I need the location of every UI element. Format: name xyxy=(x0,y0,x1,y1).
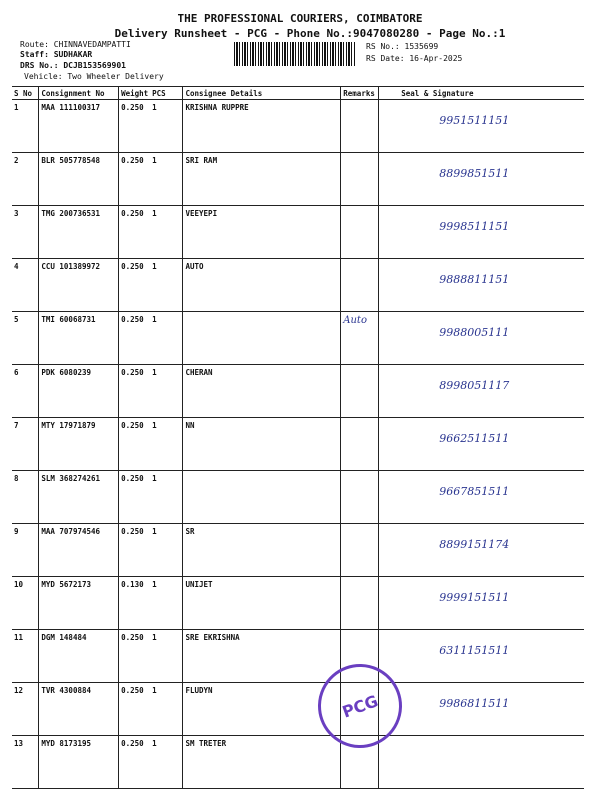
row-pcs: 1 xyxy=(150,736,183,789)
row-remark xyxy=(341,365,379,418)
row-weight: 0.250 xyxy=(119,259,151,312)
row-weight: 0.250 xyxy=(119,365,151,418)
drs-number: DRS No.: DCJB153569901 xyxy=(20,61,126,70)
row-consignee xyxy=(183,471,341,524)
row-remark xyxy=(341,577,379,630)
row-consignment: TMG 200736531 xyxy=(39,206,119,259)
row-signature: 9667851511 xyxy=(379,471,584,524)
col-weight: Weight xyxy=(119,87,151,100)
row-pcs: 1 xyxy=(150,259,183,312)
row-weight: 0.250 xyxy=(119,683,151,736)
row-pcs: 1 xyxy=(150,365,183,418)
staff: Staff: SUDHAKAR xyxy=(20,50,93,59)
row-consignee: KRISHNA RUPPRE xyxy=(183,100,341,153)
row-sno: 2 xyxy=(12,153,39,206)
table-row xyxy=(12,683,584,736)
row-consignment: MYD 8173195 xyxy=(39,736,119,789)
row-weight: 0.250 xyxy=(119,524,151,577)
row-sno: 7 xyxy=(12,418,39,471)
row-sno: 4 xyxy=(12,259,39,312)
company-name: THE PROFESSIONAL COURIERS, COIMBATORE xyxy=(177,12,423,25)
row-weight: 0.250 xyxy=(119,736,151,789)
table-row xyxy=(12,736,584,789)
row-weight: 0.250 xyxy=(119,206,151,259)
row-consignee xyxy=(183,312,341,365)
row-remark xyxy=(341,100,379,153)
row-signature: 9988005111 xyxy=(379,312,584,365)
rs-date: RS Date: 16-Apr-2025 xyxy=(366,54,463,63)
row-signature: 9986811511 xyxy=(379,683,584,736)
row-remark xyxy=(341,524,379,577)
col-signature: Seal & Signature xyxy=(379,87,584,100)
table-row xyxy=(12,312,584,365)
table-row xyxy=(12,365,584,418)
row-signature: 9662511511 xyxy=(379,418,584,471)
row-sno: 11 xyxy=(12,630,39,683)
table-row xyxy=(12,630,584,683)
row-sno: 3 xyxy=(12,206,39,259)
col-consignee: Consignee Details xyxy=(183,87,341,100)
row-consignee: NN xyxy=(183,418,341,471)
row-consignment: MAA 707974546 xyxy=(39,524,119,577)
row-weight: 0.250 xyxy=(119,471,151,524)
row-remark xyxy=(341,259,379,312)
row-signature: 9998511151 xyxy=(379,206,584,259)
row-signature: 9888811151 xyxy=(379,259,584,312)
row-pcs: 1 xyxy=(150,312,183,365)
row-consignment: CCU 101389972 xyxy=(39,259,119,312)
row-consignment: SLM 368274261 xyxy=(39,471,119,524)
row-consignment: TMI 60068731 xyxy=(39,312,119,365)
row-sno: 10 xyxy=(12,577,39,630)
runsheet-title: Delivery Runsheet - PCG - Phone No.:9047080280 - Page No.:1 xyxy=(114,27,506,40)
row-pcs: 1 xyxy=(150,153,183,206)
row-consignee: VEEYEPI xyxy=(183,206,341,259)
row-consignment: PDK 6080239 xyxy=(39,365,119,418)
row-consignment: DGM 148484 xyxy=(39,630,119,683)
row-consignee: SM TRETER xyxy=(183,736,341,789)
table-row xyxy=(12,418,584,471)
row-weight: 0.250 xyxy=(119,100,151,153)
row-consignee: UNIJET xyxy=(183,577,341,630)
route: Route: CHINNAVEDAMPATTI xyxy=(20,40,131,49)
row-remark xyxy=(341,471,379,524)
row-pcs: 1 xyxy=(150,577,183,630)
row-sno: 1 xyxy=(12,100,39,153)
row-consignment: MAA 111100317 xyxy=(39,100,119,153)
row-weight: 0.130 xyxy=(119,577,151,630)
row-sno: 13 xyxy=(12,736,39,789)
runsheet-table xyxy=(12,86,584,789)
row-remark xyxy=(341,418,379,471)
barcode xyxy=(234,42,356,66)
row-signature: 8899851511 xyxy=(379,153,584,206)
table-row xyxy=(12,577,584,630)
rs-number: RS No.: 1535699 xyxy=(366,42,439,51)
row-sno: 8 xyxy=(12,471,39,524)
row-consignee: SRI RAM xyxy=(183,153,341,206)
row-sno: 9 xyxy=(12,524,39,577)
row-signature: 9951511151 xyxy=(379,100,584,153)
row-pcs: 1 xyxy=(150,471,183,524)
row-signature: 8899151174 xyxy=(379,524,584,577)
table-header xyxy=(12,87,584,100)
row-weight: 0.250 xyxy=(119,312,151,365)
row-sno: 12 xyxy=(12,683,39,736)
vehicle: Vehicle: Two Wheeler Delivery xyxy=(24,72,164,81)
row-signature: 6311151511 xyxy=(379,630,584,683)
row-consignee: SRE EKRISHNA xyxy=(183,630,341,683)
col-consignment: Consignment No xyxy=(39,87,119,100)
row-consignment: MTY 17971879 xyxy=(39,418,119,471)
row-weight: 0.250 xyxy=(119,418,151,471)
row-pcs: 1 xyxy=(150,524,183,577)
row-sno: 5 xyxy=(12,312,39,365)
table-row xyxy=(12,153,584,206)
row-consignee: AUTO xyxy=(183,259,341,312)
row-signature xyxy=(379,736,584,789)
row-consignee: FLUDYN xyxy=(183,683,341,736)
row-weight: 0.250 xyxy=(119,630,151,683)
col-pcs: PCS xyxy=(150,87,183,100)
table-row xyxy=(12,259,584,312)
table-row xyxy=(12,100,584,153)
col-remarks: Remarks xyxy=(341,87,379,100)
row-pcs: 1 xyxy=(150,683,183,736)
row-pcs: 1 xyxy=(150,100,183,153)
row-pcs: 1 xyxy=(150,206,183,259)
row-signature: 9999151511 xyxy=(379,577,584,630)
row-pcs: 1 xyxy=(150,630,183,683)
table-row xyxy=(12,206,584,259)
row-consignment: BLR 505778548 xyxy=(39,153,119,206)
table-row xyxy=(12,524,584,577)
row-signature: 8998051117 xyxy=(379,365,584,418)
row-pcs: 1 xyxy=(150,418,183,471)
row-consignment: TVR 4300884 xyxy=(39,683,119,736)
table-row xyxy=(12,471,584,524)
row-sno: 6 xyxy=(12,365,39,418)
row-remark xyxy=(341,206,379,259)
row-consignee: CHERAN xyxy=(183,365,341,418)
row-remark xyxy=(341,153,379,206)
pcg-stamp: PCG xyxy=(306,652,414,760)
row-consignee: SR xyxy=(183,524,341,577)
col-sno: S No xyxy=(12,87,39,100)
row-remark: Auto xyxy=(341,312,379,365)
row-consignment: MYD 5672173 xyxy=(39,577,119,630)
row-weight: 0.250 xyxy=(119,153,151,206)
